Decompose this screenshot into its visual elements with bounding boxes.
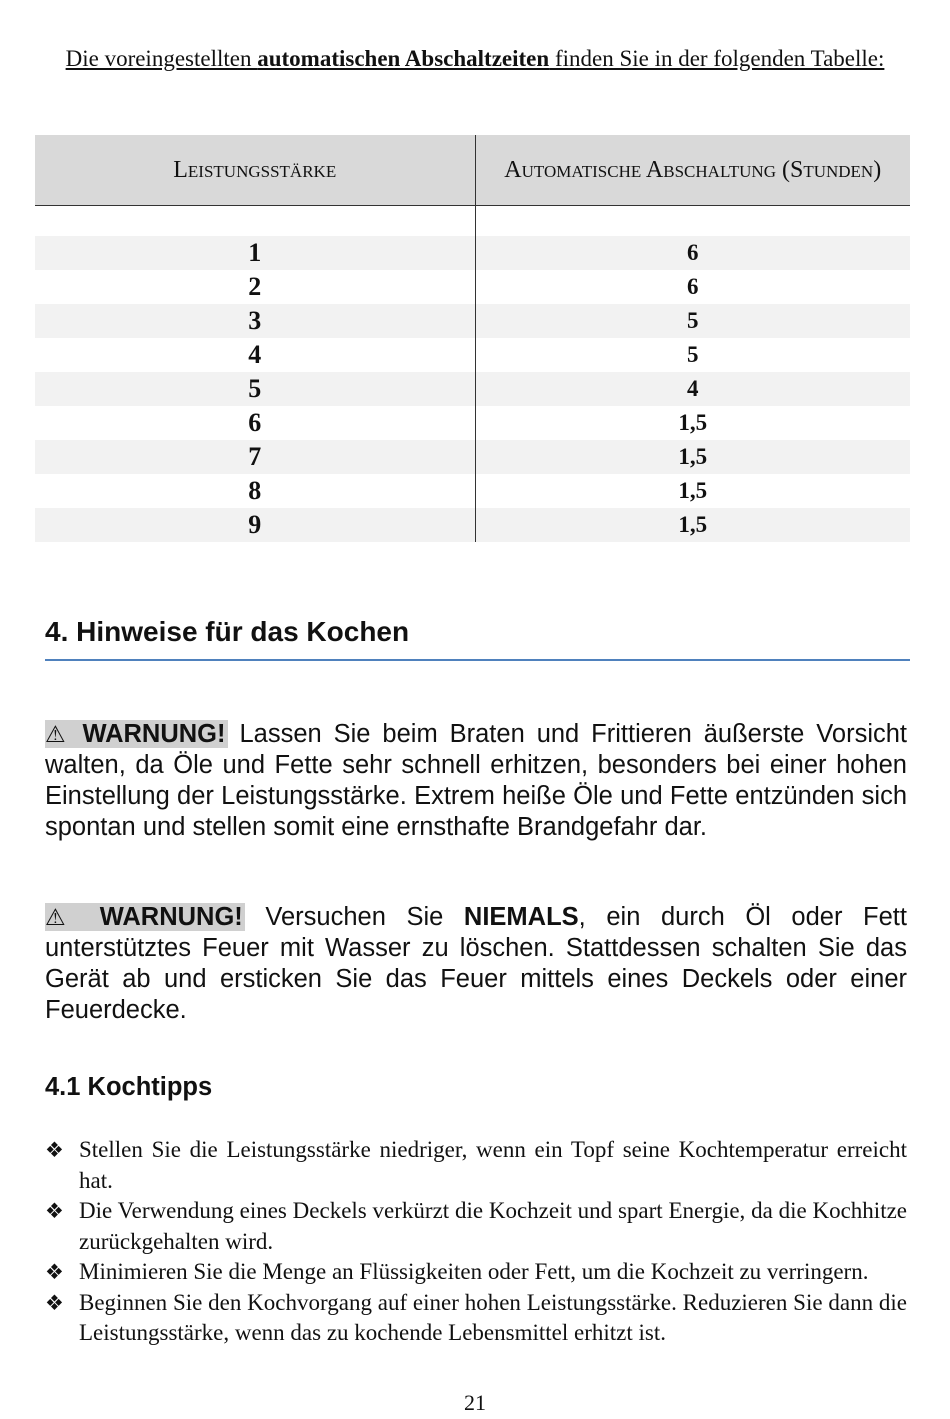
table-header-row — [35, 135, 910, 206]
warning-text-2-strong: NIEMALS — [463, 903, 579, 931]
table-header-auto-shutoff: Automatische Abschaltung (Stunden) — [504, 157, 882, 183]
warning-label-text: WARNUNG! — [82, 720, 226, 748]
shutoff-table — [35, 135, 910, 542]
shutoff-hours-cell: 5 — [687, 342, 699, 367]
tip-text: Beginnen Sie den Kochvorgang auf einer hohen Leistungsstärke. Reduzieren Sie dann die Leistungsstärke, wenn das zu kochende Lebensmittel erhitzt ist. — [79, 1289, 907, 1345]
warning-label-1 — [45, 720, 228, 748]
list-item — [45, 1257, 907, 1288]
power-level-cell: 1 — [35, 236, 476, 270]
power-level-cell: 2 — [35, 270, 476, 304]
section-title: 4. Hinweise für das Kochen — [45, 616, 910, 661]
power-level-cell: 8 — [35, 474, 476, 508]
shutoff-hours-cell: 1,5 — [678, 478, 708, 503]
power-level-cell: 6 — [35, 406, 476, 440]
intro-paragraph — [40, 44, 910, 74]
list-item — [45, 1288, 907, 1349]
tip-text: Die Verwendung eines Deckels verkürzt die Kochzeit und spart Energie, da die Kochhitze zurückgehalten wird. — [79, 1198, 907, 1254]
warning-triangle-icon: ⚠ — [45, 721, 71, 747]
power-level-cell: 3 — [35, 304, 476, 338]
table-row — [35, 236, 910, 270]
warning-triangle-icon: ⚠ — [45, 904, 80, 930]
subsection-title: 4.1 Kochtipps — [45, 1073, 213, 1101]
shutoff-hours-cell: 6 — [687, 240, 699, 265]
list-item — [45, 1196, 907, 1257]
warning-text-2-after: , ein durch Öl oder Fett unterstütztes Feuer mit Wasser zu löschen. Stattdessen schalten Sie das Gerät ab und ersticken Sie das Feuer mittels eines Deckels oder einer Feuerdecke. — [45, 903, 907, 1024]
tip-text: Stellen Sie die Leistungsstärke niedriger, wenn ein Topf seine Kochtemperatur erreicht hat. — [79, 1137, 907, 1193]
table-row — [35, 338, 910, 372]
table-row — [35, 440, 910, 474]
intro-text-bold: automatischen Abschaltzeiten — [257, 46, 550, 71]
page-number: 21 — [464, 1390, 486, 1415]
diamond-bullet-icon: ❖ — [45, 1260, 64, 1284]
warning-paragraph-1 — [45, 719, 907, 843]
table-row — [35, 406, 910, 440]
table-row — [35, 372, 910, 406]
table-row — [35, 508, 910, 542]
warning-text-1: Lassen Sie beim Braten und Frittieren äußerste Vorsicht walten, da Öle und Fette sehr schnell erhitzen, besonders bei einer hohen Einstellung der Leistungsstärke. Extrem heiße Öle und Fette entzünden sich spontan und stellen somit eine ernsthafte Brandgefahr dar. — [45, 720, 908, 841]
warning-paragraph-2 — [45, 902, 907, 1026]
warning-text-2-before: Versuchen Sie — [244, 903, 464, 931]
diamond-bullet-icon: ❖ — [45, 1138, 64, 1162]
shutoff-hours-cell: 4 — [687, 376, 699, 401]
shutoff-hours-cell: 1,5 — [678, 444, 708, 469]
table-row — [35, 270, 910, 304]
cooking-tips-list — [45, 1135, 907, 1349]
table-row — [35, 474, 910, 508]
diamond-bullet-icon: ❖ — [45, 1290, 64, 1315]
power-level-cell: 9 — [35, 508, 476, 542]
table-header-power-level: Leistungsstärke — [35, 135, 476, 205]
intro-text-after: finden Sie in der folgenden Tabelle: — [549, 46, 885, 71]
warning-label-2 — [45, 903, 245, 931]
diamond-bullet-icon: ❖ — [45, 1199, 64, 1223]
list-item — [45, 1135, 907, 1196]
power-level-cell: 5 — [35, 372, 476, 406]
shutoff-hours-cell: 1,5 — [678, 512, 708, 537]
tip-text: Minimieren Sie die Menge an Flüssigkeiten oder Fett, um die Kochzeit zu verringern. — [79, 1259, 869, 1284]
shutoff-hours-cell: 1,5 — [678, 410, 708, 435]
shutoff-hours-cell: 6 — [687, 274, 699, 299]
power-level-cell: 4 — [35, 338, 476, 372]
table-body — [35, 236, 910, 542]
intro-text-before: Die voreingestellten — [65, 46, 258, 71]
table-spacer-row — [35, 206, 910, 236]
table-row — [35, 304, 910, 338]
shutoff-hours-cell: 5 — [687, 308, 699, 333]
warning-label-text: WARNUNG! — [99, 903, 243, 931]
power-level-cell: 7 — [35, 440, 476, 474]
